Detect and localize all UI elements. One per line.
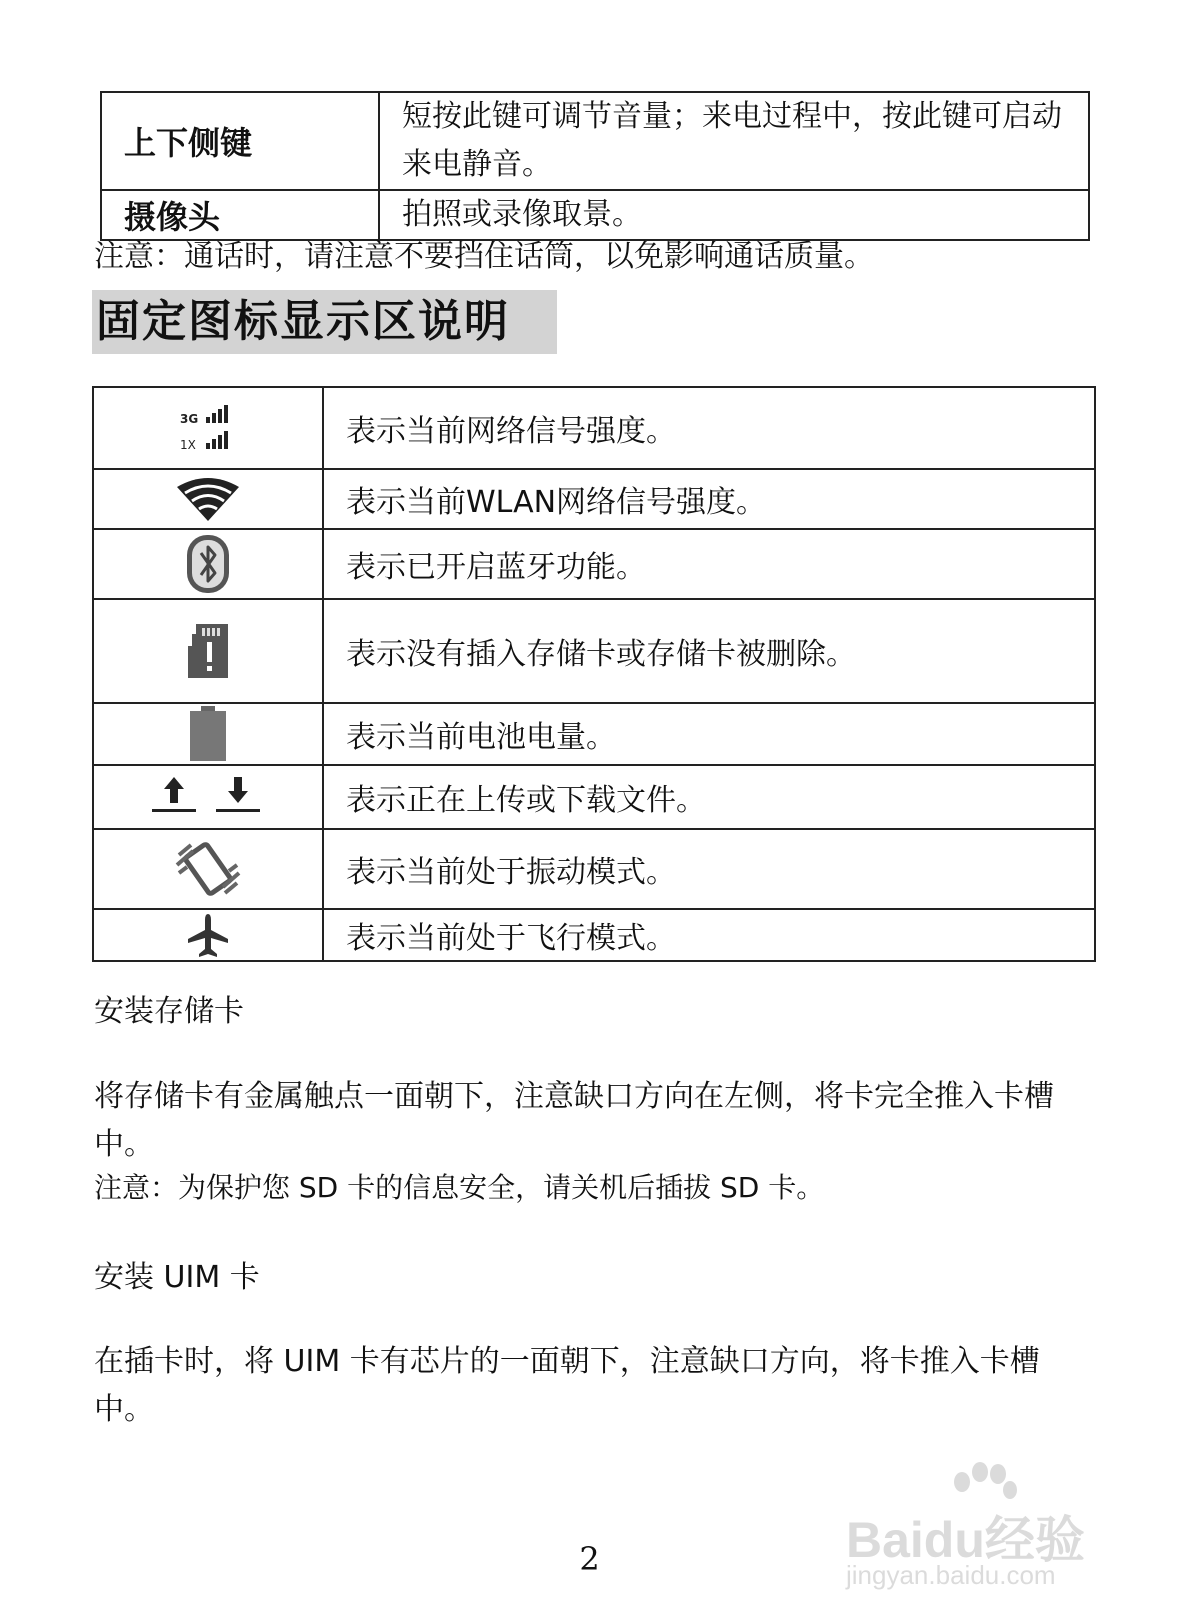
airplane-icon xyxy=(186,912,230,958)
key-description: 拍照或录像取景。 xyxy=(379,190,1089,240)
svg-text:3G: 3G xyxy=(180,412,199,426)
icon-description: 表示当前网络信号强度。 xyxy=(323,387,1095,469)
icon-description: 表示当前处于振动模式。 xyxy=(323,829,1095,909)
upload-download-icon xyxy=(150,775,266,819)
icon-cell xyxy=(93,909,323,961)
bluetooth-icon xyxy=(185,533,231,595)
icon-cell xyxy=(93,529,323,599)
icon-cell xyxy=(93,387,323,469)
status-icons-table xyxy=(92,386,1096,962)
vibrate-icon xyxy=(173,839,243,899)
key-name: 摄像头 xyxy=(101,190,379,240)
section-heading: 固定图标显示区说明 xyxy=(92,290,557,354)
table-row xyxy=(93,829,1095,909)
battery-icon xyxy=(188,705,228,763)
table-row xyxy=(93,703,1095,765)
table-row xyxy=(93,909,1095,961)
sd-section-body: 将存储卡有金属触点一面朝下，注意缺口方向在左侧，将卡完全推入卡槽中。 xyxy=(94,1079,1054,1162)
icon-cell xyxy=(93,765,323,829)
icon-cell xyxy=(93,469,323,529)
wifi-icon xyxy=(175,475,241,523)
table-row xyxy=(101,92,1089,190)
uim-section-body: 在插卡时，将 UIM 卡有芯片的一面朝下，注意缺口方向，将卡推入卡槽中。 xyxy=(94,1344,1040,1427)
icon-cell xyxy=(93,829,323,909)
page-number: 2 xyxy=(579,1540,600,1578)
icon-description: 表示正在上传或下载文件。 xyxy=(323,765,1095,829)
sd-section-note: 注意：为保护您 SD 卡的信息安全，请关机后插拔 SD 卡。 xyxy=(94,1171,825,1204)
icon-cell xyxy=(93,599,323,703)
table-row xyxy=(93,387,1095,469)
watermark-logo: Baidu经验 xyxy=(846,1512,1085,1568)
icon-description: 表示已开启蓝牙功能。 xyxy=(323,529,1095,599)
icon-description: 表示当前WLAN网络信号强度。 xyxy=(323,469,1095,529)
signal-strength-icon xyxy=(178,403,238,453)
icon-description: 表示没有插入存储卡或存储卡被删除。 xyxy=(323,599,1095,703)
key-name: 上下侧键 xyxy=(101,92,379,190)
call-note: 注意：通话时，请注意不要挡住话筒，以免影响通话质量。 xyxy=(94,239,874,274)
table-row xyxy=(93,599,1095,703)
svg-text:1X: 1X xyxy=(180,438,196,452)
watermark-url: jingyan.baidu.com xyxy=(846,1560,1056,1590)
sd-section-title: 安装存储卡 xyxy=(94,994,244,1029)
keys-table xyxy=(100,91,1090,241)
icon-description: 表示当前电池电量。 xyxy=(323,703,1095,765)
uim-section-title: 安装 UIM 卡 xyxy=(94,1260,260,1295)
icon-cell xyxy=(93,703,323,765)
table-row xyxy=(93,469,1095,529)
table-row xyxy=(93,765,1095,829)
icon-description: 表示当前处于飞行模式。 xyxy=(323,909,1095,961)
table-row xyxy=(93,529,1095,599)
sd-card-missing-icon xyxy=(186,622,230,680)
baidu-watermark xyxy=(846,1460,1146,1600)
key-description: 短按此键可调节音量；来电过程中，按此键可启动来电静音。 xyxy=(379,92,1089,190)
